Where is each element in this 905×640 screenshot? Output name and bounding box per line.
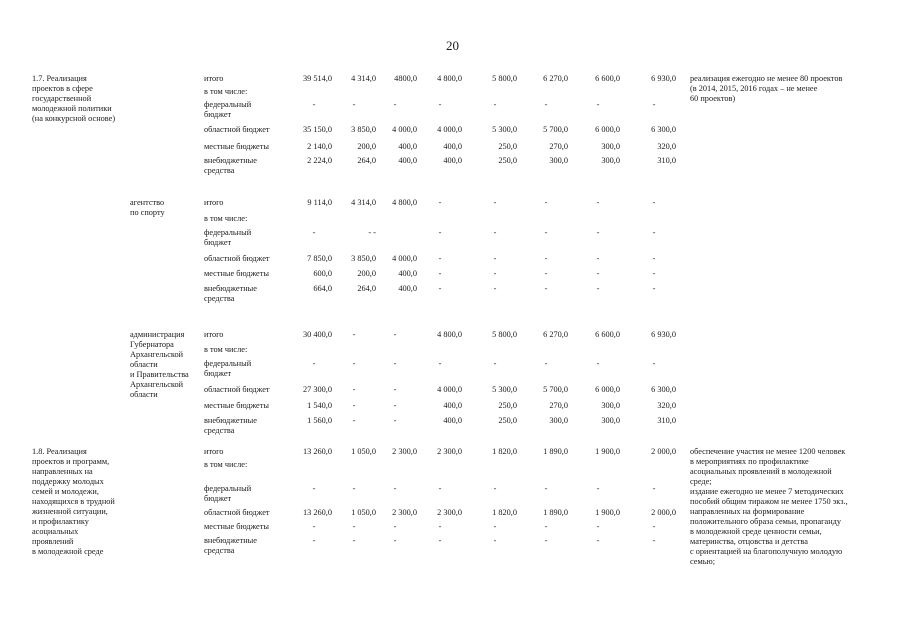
amount-cell: 270,0: [549, 142, 568, 151]
amount-cell: 600,0: [313, 269, 332, 278]
amount-cell: 400,0: [443, 142, 462, 151]
amount-cell: 200,0: [357, 142, 376, 151]
amount-cell: 1 560,0: [307, 416, 332, 425]
amount-cell: 5 700,0: [543, 125, 568, 134]
amount-cell: -: [393, 536, 397, 545]
amount-cell: -: [652, 228, 656, 237]
amount-cell: 4 000,0: [392, 125, 417, 134]
amount-cell: 400,0: [398, 269, 417, 278]
amount-cell: 2 140,0: [307, 142, 332, 151]
amount-cell: 5 700,0: [543, 385, 568, 394]
amount-cell: -: [652, 254, 656, 263]
amount-cell: -: [393, 100, 397, 109]
amount-cell: -: [596, 228, 600, 237]
amount-cell: -: [596, 536, 600, 545]
amount-cell: 1 820,0: [492, 508, 517, 517]
amount-cell: -: [438, 198, 442, 207]
amount-cell: -: [438, 284, 442, 293]
amount-cell: -: [544, 522, 548, 531]
amount-cell: -: [652, 198, 656, 207]
funding-source-label: внебюджетные средства: [204, 536, 257, 555]
amount-cell: -: [596, 522, 600, 531]
amount-cell: -: [596, 359, 600, 368]
executor-name: агентство по спорту: [130, 198, 165, 217]
amount-cell: 6 000,0: [595, 385, 620, 394]
funding-source-label: местные бюджеты: [204, 142, 269, 151]
amount-cell: 13 260,0: [302, 508, 332, 517]
amount-cell: -: [352, 385, 356, 394]
amount-cell: -: [544, 269, 548, 278]
amount-cell: -: [438, 484, 442, 493]
amount-cell: 300,0: [601, 142, 620, 151]
funding-source-label: областной бюджет: [204, 125, 270, 134]
amount-cell: -: [544, 228, 548, 237]
amount-cell: 4 000,0: [437, 385, 462, 394]
amount-cell: -: [312, 100, 316, 109]
amount-cell: 39 514,0: [302, 74, 332, 83]
amount-cell: -: [352, 484, 356, 493]
amount-cell: -: [352, 401, 356, 410]
amount-cell: -: [393, 484, 397, 493]
measure-name: 1.8. Реализация проектов и программ, направленных на поддержку молодых семей и молодежи, находящихся в трудной жизненной ситуации, и профилактику асоциальных проявлений в молодежной среде: [32, 447, 115, 556]
amount-cell: -: [393, 385, 397, 394]
amount-cell: 1 050,0: [351, 447, 376, 456]
amount-cell: 400,0: [443, 156, 462, 165]
amount-cell: 250,0: [498, 416, 517, 425]
amount-cell: 300,0: [549, 416, 568, 425]
measure-result: реализация ежегодно не менее 80 проектов (в 2014, 2015, 2016 годах – не менее 60 проектов): [690, 74, 843, 103]
amount-cell: 400,0: [443, 416, 462, 425]
amount-cell: 2 000,0: [651, 508, 676, 517]
amount-cell: 250,0: [498, 401, 517, 410]
amount-cell: 250,0: [498, 142, 517, 151]
amount-cell: -: [393, 401, 397, 410]
amount-cell: 310,0: [657, 416, 676, 425]
amount-cell: -: [352, 416, 356, 425]
amount-cell: 3 850,0: [351, 254, 376, 263]
amount-cell: 4800,0: [394, 74, 417, 83]
amount-cell: 2 224,0: [307, 156, 332, 165]
amount-cell: 270,0: [549, 401, 568, 410]
amount-cell: -: [312, 228, 316, 237]
funding-source-label: внебюджетные средства: [204, 416, 257, 435]
amount-cell: - -: [368, 228, 376, 237]
amount-cell: 4 800,0: [437, 330, 462, 339]
amount-cell: -: [393, 359, 397, 368]
funding-source-label: областной бюджет: [204, 385, 270, 394]
amount-cell: 4 314,0: [351, 74, 376, 83]
funding-source-label: федеральный бюджет: [204, 228, 252, 247]
amount-cell: 2 000,0: [651, 447, 676, 456]
amount-cell: -: [312, 522, 316, 531]
amount-cell: -: [352, 100, 356, 109]
amount-cell: 1 540,0: [307, 401, 332, 410]
amount-cell: -: [438, 254, 442, 263]
measure-result: обеспечение участия не менее 1200 человек в мероприятиях по профилактике асоциальных проявлений в молодежной среде; издание ежегодно не менее 7 методических пособий общим тиражом не менее 1750 экз., направленных на формирование положительного образа семьи, пропаганду в молодежной среде ценности семьи, материнства, отцовства и детства с ориентацией на благополучную молодую семью;: [690, 447, 848, 566]
amount-cell: 7 850,0: [307, 254, 332, 263]
amount-cell: 200,0: [357, 269, 376, 278]
amount-cell: -: [652, 100, 656, 109]
funding-source-label: внебюджетные средства: [204, 156, 257, 175]
amount-cell: 2 300,0: [392, 508, 417, 517]
amount-cell: -: [493, 284, 497, 293]
amount-cell: 6 300,0: [651, 125, 676, 134]
amount-cell: -: [438, 359, 442, 368]
amount-cell: -: [438, 522, 442, 531]
funding-source-label: итого: [204, 74, 224, 83]
amount-cell: 2 300,0: [392, 447, 417, 456]
amount-cell: -: [544, 254, 548, 263]
amount-cell: 1 890,0: [543, 447, 568, 456]
amount-cell: -: [544, 484, 548, 493]
amount-cell: 320,0: [657, 142, 676, 151]
funding-source-label: областной бюджет: [204, 254, 270, 263]
amount-cell: 264,0: [357, 156, 376, 165]
amount-cell: 400,0: [398, 284, 417, 293]
amount-cell: -: [438, 536, 442, 545]
amount-cell: 3 850,0: [351, 125, 376, 134]
amount-cell: -: [493, 198, 497, 207]
amount-cell: 4 000,0: [392, 254, 417, 263]
amount-cell: -: [438, 269, 442, 278]
amount-cell: -: [393, 416, 397, 425]
amount-cell: -: [493, 228, 497, 237]
amount-cell: 4 800,0: [392, 198, 417, 207]
amount-cell: 5 300,0: [492, 125, 517, 134]
amount-cell: 310,0: [657, 156, 676, 165]
amount-cell: 4 800,0: [437, 74, 462, 83]
amount-cell: -: [493, 359, 497, 368]
amount-cell: 4 314,0: [351, 198, 376, 207]
amount-cell: -: [352, 536, 356, 545]
amount-cell: -: [312, 484, 316, 493]
amount-cell: -: [596, 269, 600, 278]
amount-cell: -: [312, 359, 316, 368]
amount-cell: 2 300,0: [437, 447, 462, 456]
amount-cell: 6 000,0: [595, 125, 620, 134]
amount-cell: -: [393, 330, 397, 339]
amount-cell: -: [596, 198, 600, 207]
amount-cell: 6 930,0: [651, 330, 676, 339]
funding-source-label: федеральный бюджет: [204, 100, 252, 119]
amount-cell: 1 900,0: [595, 508, 620, 517]
funding-source-label: итого: [204, 447, 224, 456]
funding-source-label: в том числе:: [204, 345, 248, 354]
amount-cell: 1 890,0: [543, 508, 568, 517]
amount-cell: 5 800,0: [492, 74, 517, 83]
funding-source-label: в том числе:: [204, 460, 248, 469]
funding-source-label: федеральный бюджет: [204, 359, 252, 378]
amount-cell: 6 600,0: [595, 74, 620, 83]
amount-cell: 400,0: [398, 142, 417, 151]
amount-cell: 1 820,0: [492, 447, 517, 456]
amount-cell: -: [544, 536, 548, 545]
amount-cell: 6 930,0: [651, 74, 676, 83]
amount-cell: -: [352, 359, 356, 368]
amount-cell: -: [393, 522, 397, 531]
amount-cell: 664,0: [313, 284, 332, 293]
amount-cell: -: [596, 100, 600, 109]
amount-cell: -: [493, 254, 497, 263]
amount-cell: -: [544, 284, 548, 293]
amount-cell: 300,0: [601, 156, 620, 165]
funding-source-label: в том числе:: [204, 214, 248, 223]
amount-cell: -: [544, 198, 548, 207]
amount-cell: -: [652, 284, 656, 293]
amount-cell: -: [493, 100, 497, 109]
funding-source-label: в том числе:: [204, 87, 248, 96]
amount-cell: 6 270,0: [543, 330, 568, 339]
amount-cell: 5 800,0: [492, 330, 517, 339]
amount-cell: -: [544, 359, 548, 368]
amount-cell: -: [352, 522, 356, 531]
funding-source-label: местные бюджеты: [204, 269, 269, 278]
amount-cell: -: [493, 522, 497, 531]
amount-cell: 264,0: [357, 284, 376, 293]
measure-name: 1.7. Реализация проектов в сфере государственной молодежной политики (на конкурсной основе): [32, 74, 116, 123]
amount-cell: 320,0: [657, 401, 676, 410]
funding-source-label: внебюджетные средства: [204, 284, 257, 303]
amount-cell: 35 150,0: [302, 125, 332, 134]
amount-cell: -: [493, 269, 497, 278]
amount-cell: -: [596, 254, 600, 263]
page-number: 20: [446, 38, 459, 53]
amount-cell: -: [352, 330, 356, 339]
amount-cell: 400,0: [443, 401, 462, 410]
amount-cell: 1 900,0: [595, 447, 620, 456]
amount-cell: -: [438, 228, 442, 237]
funding-source-label: итого: [204, 198, 224, 207]
amount-cell: 5 300,0: [492, 385, 517, 394]
amount-cell: 6 300,0: [651, 385, 676, 394]
amount-cell: 13 260,0: [302, 447, 332, 456]
amount-cell: -: [652, 522, 656, 531]
amount-cell: 300,0: [601, 401, 620, 410]
amount-cell: -: [312, 536, 316, 545]
amount-cell: 300,0: [601, 416, 620, 425]
executor-name: администрация Губернатора Архангельской области и Правительства Архангельской области: [130, 330, 189, 399]
funding-source-label: местные бюджеты: [204, 401, 269, 410]
amount-cell: -: [596, 284, 600, 293]
amount-cell: 2 300,0: [437, 508, 462, 517]
amount-cell: -: [652, 359, 656, 368]
amount-cell: 6 270,0: [543, 74, 568, 83]
amount-cell: 250,0: [498, 156, 517, 165]
amount-cell: -: [493, 536, 497, 545]
funding-source-label: федеральный бюджет: [204, 484, 252, 503]
amount-cell: -: [652, 269, 656, 278]
funding-source-label: местные бюджеты: [204, 522, 269, 531]
amount-cell: -: [652, 536, 656, 545]
amount-cell: 6 600,0: [595, 330, 620, 339]
amount-cell: 27 300,0: [302, 385, 332, 394]
amount-cell: 9 114,0: [307, 198, 332, 207]
amount-cell: -: [544, 100, 548, 109]
amount-cell: -: [596, 484, 600, 493]
amount-cell: 30 400,0: [302, 330, 332, 339]
funding-source-label: областной бюджет: [204, 508, 270, 517]
amount-cell: 4 000,0: [437, 125, 462, 134]
amount-cell: 1 050,0: [351, 508, 376, 517]
amount-cell: -: [493, 484, 497, 493]
amount-cell: -: [438, 100, 442, 109]
amount-cell: -: [652, 484, 656, 493]
amount-cell: 300,0: [549, 156, 568, 165]
funding-source-label: итого: [204, 330, 224, 339]
amount-cell: 400,0: [398, 156, 417, 165]
